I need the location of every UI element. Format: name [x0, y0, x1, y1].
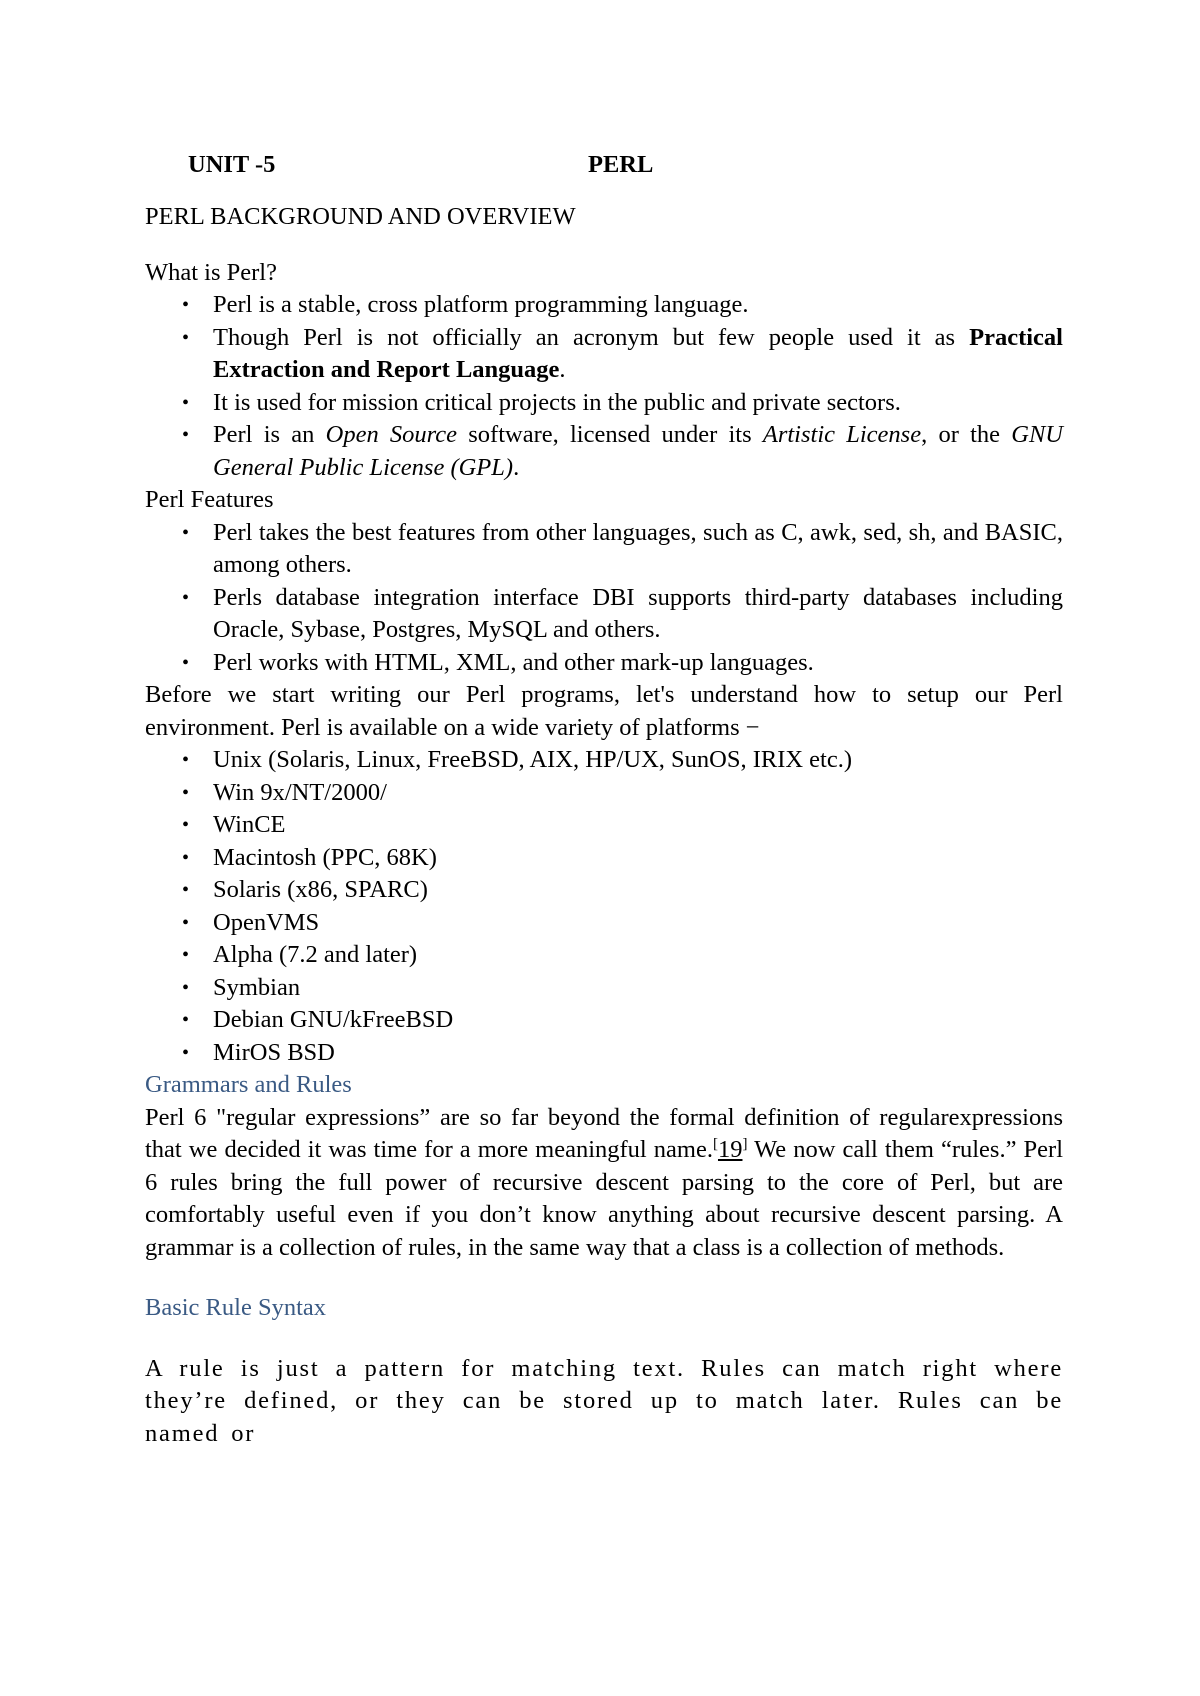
punctuation: . [513, 453, 520, 481]
gpl-term: GNU General Public License (GPL) [213, 421, 1063, 481]
acronym-expansion: Practical Extraction and Report Language [213, 323, 1063, 383]
list-item [145, 809, 1063, 842]
paragraph-text: Perl 6 "regular expressions” are so far beyond the formal definition of regularexpressions that we decided it was time for a more meaningful name. [145, 1103, 1063, 1163]
bullet-icon: • [182, 424, 190, 446]
grammars-heading: Grammars and Rules [145, 1071, 352, 1098]
list-item [145, 972, 1063, 1005]
bullet-icon: • [182, 781, 190, 804]
list-item-text: software, licensed under its [457, 421, 763, 448]
features-title: Perl Features [145, 486, 274, 513]
punctuation: . [559, 356, 566, 383]
bullet-icon: • [182, 1009, 190, 1031]
list-item [145, 939, 1063, 972]
bullet-icon: • [182, 976, 190, 999]
list-item-text: Perl is a stable, cross platform programming language. [213, 291, 749, 318]
bullet-icon: • [182, 326, 190, 349]
footnote-bracket: [ [712, 1135, 718, 1152]
list-item [145, 842, 1063, 875]
bullet-icon: • [182, 846, 190, 869]
artistic-license-term: Artistic License [762, 421, 922, 448]
list-item [145, 419, 1063, 484]
list-item-text: Perl takes the best features from other languages, such as C, awk, sed, sh, and BASIC, among others. [213, 518, 1063, 578]
section-title: PERL BACKGROUND AND OVERVIEW [145, 203, 576, 230]
list-item [145, 582, 1063, 647]
footnote-link[interactable]: 19 [717, 1136, 743, 1163]
list-item [145, 1037, 1063, 1070]
basic-syntax-paragraph: A rule is just a pattern for matching text. Rules can match right where they’re defined, or they can be stored up to match later. Rules can be named or [145, 1354, 1063, 1447]
list-item [145, 387, 1063, 420]
list-item-text: Alpha (7.2 and later) [213, 941, 418, 968]
list-item [145, 744, 1063, 777]
unit-label: UNIT -5 [188, 150, 276, 178]
list-item [145, 874, 1063, 907]
list-item-text: Perl is an [213, 421, 326, 448]
basic-syntax-heading: Basic Rule Syntax [145, 1294, 327, 1321]
bullet-icon: • [182, 1041, 190, 1064]
bullet-icon: • [182, 294, 190, 316]
bullet-icon: • [182, 911, 190, 934]
bullet-icon: • [182, 879, 190, 901]
list-item [145, 289, 1063, 322]
bullet-icon: • [182, 944, 190, 966]
list-item-text: , or the [921, 421, 1012, 448]
list-item-text: Solaris (x86, SPARC) [213, 876, 428, 903]
list-item-text: Debian GNU/kFreeBSD [213, 1006, 454, 1033]
open-source-term: Open Source [325, 421, 458, 448]
bullet-icon: • [182, 749, 190, 771]
list-item-text: Perl works with HTML, XML, and other mark-up languages. [213, 648, 814, 676]
list-item-text: Perls database integration interface DBI supports third-party databases including Oracle, Sybase, Postgres, MySQL and others. [213, 583, 1063, 643]
list-item [145, 777, 1063, 810]
list-item-text: MirOS BSD [213, 1038, 335, 1066]
question-heading: What is Perl? [145, 258, 277, 286]
list-item [145, 517, 1063, 582]
features-list [145, 517, 1063, 680]
list-item [145, 322, 1063, 387]
list-item-text: Unix (Solaris, Linux, FreeBSD, AIX, HP/UX, SunOS, IRIX etc.) [213, 746, 853, 773]
list-item-text: Macintosh (PPC, 68K) [213, 843, 437, 871]
list-item-text: Win 9x/NT/2000/ [213, 778, 387, 806]
bullet-icon: • [182, 651, 190, 674]
bullet-icon: • [182, 586, 190, 609]
grammars-paragraph [145, 1102, 1063, 1265]
list-item [145, 647, 1063, 680]
environment-paragraph: Before we start writing our Perl programs, let's understand how to setup our Perl environment. Perl is available on a wide variety of platforms − [145, 681, 1063, 741]
subject-title: PERL [588, 150, 654, 178]
list-item-text: OpenVMS [213, 908, 320, 936]
platforms-list [145, 744, 1063, 1069]
footnote-bracket: ] [742, 1135, 748, 1152]
document-body [145, 147, 1063, 1450]
list-item [145, 1004, 1063, 1037]
list-item [145, 907, 1063, 940]
list-item-text: Though Perl is not officially an acronym but few people used it as [213, 323, 970, 351]
paragraph-text: We now call them “rules.” Perl 6 rules bring the full power of recursive descent parsing to the core of Perl, but are comfortably useful even if you don’t know anything about recursive descent parsing. A grammar is a collection of rules, in the same way that a class is a collection of methods. [145, 1136, 1063, 1261]
page-header [145, 147, 1063, 183]
what-is-list [145, 289, 1063, 484]
list-item-text: It is used for mission critical projects in the public and private sectors. [213, 388, 901, 416]
bullet-icon: • [182, 814, 190, 836]
list-item-text: Symbian [213, 973, 301, 1001]
bullet-icon: • [182, 391, 190, 414]
list-item-text: WinCE [213, 811, 286, 838]
bullet-icon: • [182, 521, 190, 544]
